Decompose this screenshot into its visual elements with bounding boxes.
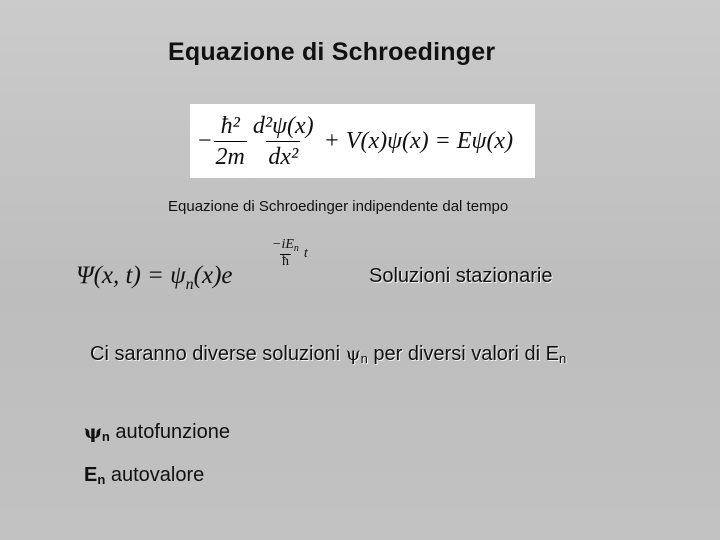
statement-text-a: Ci saranno diverse soluzioni [90, 343, 346, 365]
hbar-over-2m-fraction [214, 114, 247, 169]
exponent-numerator [270, 238, 301, 254]
equation-rest: + V(x)ψ(x) = Eψ(x) [323, 127, 514, 154]
equation-rhs: (x)e [193, 262, 233, 289]
schroedinger-equation [190, 104, 535, 178]
exponent-numerator-text: −iE [272, 237, 294, 252]
statement-text-b: per diversi valori di E [367, 343, 560, 365]
exponent-t: t [303, 245, 308, 261]
eigenvalue-item [84, 464, 204, 487]
item-subscript: n [101, 429, 110, 444]
psi-symbol: ψ [345, 343, 361, 365]
fraction-denominator: dx² [266, 141, 300, 169]
exponent [268, 238, 308, 269]
fraction-numerator: d²ψ(x) [252, 112, 314, 139]
exponent-denominator: ħ [281, 254, 289, 269]
item-text: autovalore [105, 464, 205, 486]
energy-symbol: E [84, 464, 98, 486]
psi-symbol: ψ [84, 421, 102, 443]
item-text: autofunzione [109, 421, 230, 443]
second-derivative-fraction [251, 114, 316, 169]
multiple-solutions-statement [90, 343, 566, 366]
e-subscript: n [559, 351, 567, 366]
equation-caption: Equazione di Schroedinger indipendente dal tempo [168, 198, 509, 215]
stationary-solutions-label: Soluzioni stazionarie [369, 265, 553, 287]
time-dependent-solution-equation [76, 238, 326, 298]
psi-subscript: n [360, 351, 368, 366]
eigenfunction-item [84, 421, 230, 444]
equation-lhs: Ψ(x, t) = ψ [76, 262, 186, 289]
psi-subscript: n [185, 276, 194, 293]
slide-title: Equazione di Schroedinger [168, 38, 496, 66]
item-subscript: n [97, 472, 106, 487]
exponent-subscript: n [293, 243, 299, 254]
exponent-fraction [270, 238, 301, 269]
minus-sign: − [198, 127, 212, 154]
fraction-numerator: ħ² [220, 112, 240, 139]
fraction-denominator: 2m [214, 141, 247, 169]
